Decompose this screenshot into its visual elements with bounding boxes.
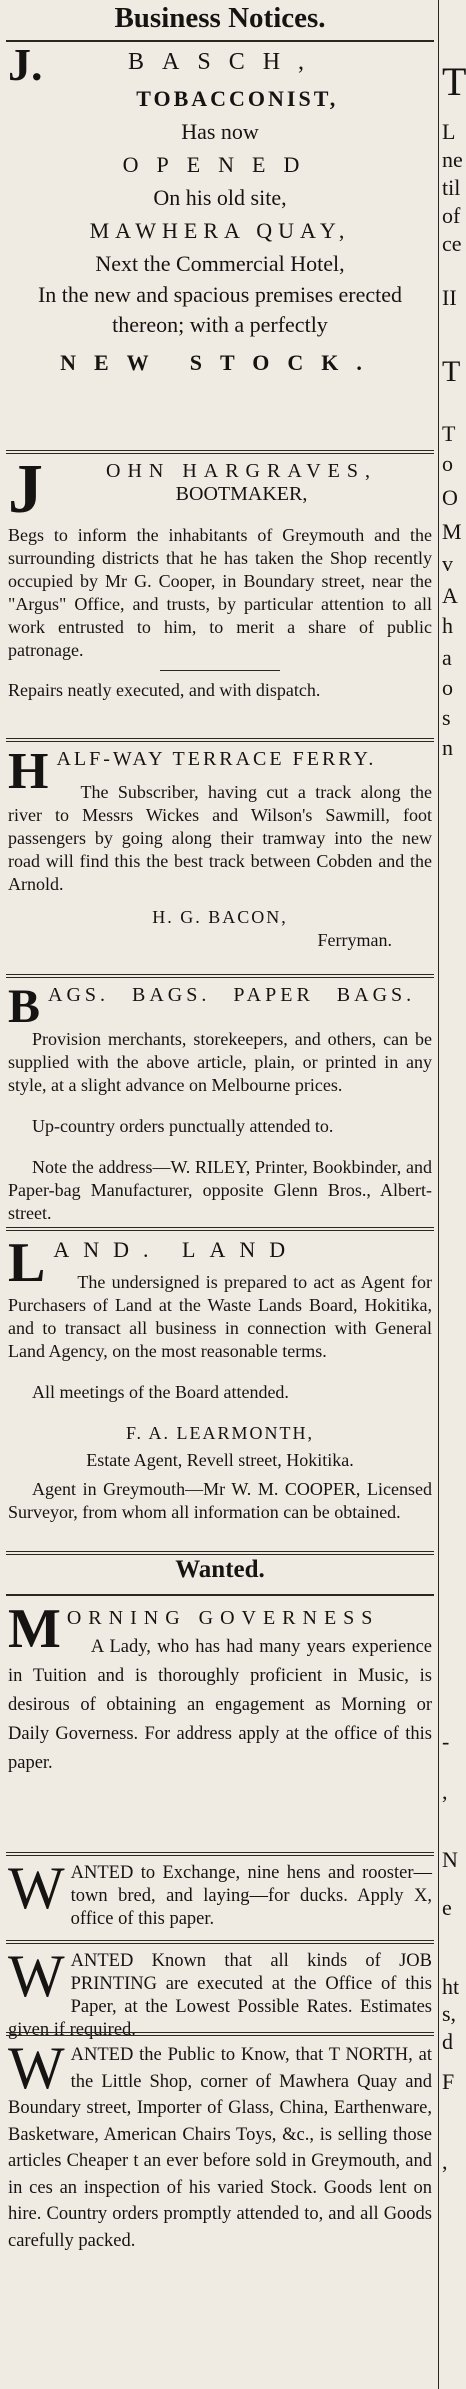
edge-fragment: d — [442, 2029, 453, 2054]
edge-fragment: o — [442, 451, 453, 476]
edge-fragment: F — [442, 2069, 455, 2094]
land-advert — [8, 1232, 432, 1524]
basch-advert — [8, 39, 432, 379]
edge-fragment: - — [442, 1729, 450, 1754]
edge-fragment: T — [442, 421, 456, 446]
advert-name: BASCH, — [128, 49, 323, 75]
edge-fragment: II — [442, 285, 457, 310]
edge-fragment: A — [442, 583, 458, 608]
exchange-advert — [8, 1855, 432, 1931]
advert-line: OPENED — [122, 152, 318, 177]
drop-cap: J. — [8, 39, 43, 90]
advert-line: NEW STOCK. — [60, 350, 380, 375]
rule — [6, 974, 434, 978]
north-advert — [8, 2035, 432, 2254]
wanted-heading: Wanted. — [175, 1556, 265, 1583]
small-rule — [160, 670, 280, 671]
rule — [6, 2032, 434, 2036]
advert-agent: Agent in Greymouth—Mr W. M. COOPER, Licensed Surveyor, from whom all information can be obtained. — [8, 1479, 432, 1522]
drop-cap: W — [8, 2035, 65, 2101]
edge-fragment: s, — [442, 2001, 457, 2026]
business-notices-heading: Business Notices. — [114, 2, 326, 34]
edge-fragment: n — [442, 735, 453, 760]
advert-body: Begs to inform the inhabitants of Greymouth and the surrounding districts that he has taken the Shop recently occupied by Mr G. Cooper, in Boundary street, near the "Argus" Office, and trusts, by particular attention to all work entrusted to him, to merit a share of public patronage. — [8, 525, 432, 660]
rule — [6, 40, 434, 42]
drop-cap: M — [8, 1598, 61, 1660]
rule — [6, 738, 434, 742]
advert-line: In the new and spacious premises erected thereon; with a perfectly — [37, 282, 403, 337]
rule — [6, 450, 434, 454]
advert-line: MAWHERA QUAY, — [89, 218, 351, 243]
advert-signature: F. A. LEARMONTH, — [125, 1423, 315, 1443]
edge-fragment: N — [442, 1847, 458, 1872]
advert-body: ANTED the Public to Know, that T NORTH, at the Little Shop, corner of Mawhera Quay and Boundary street, Importer of Glass, China, Earthenware, Basketware, American Chairs Toys, &c., is selling those articles Cheaper t an ever before sold in Greymouth, and in ces an inspection of his varied Stock. Goods lent on hire. Country orders promptly attended to, and all Goods carefully packed. — [8, 2045, 432, 2251]
rule — [6, 1594, 434, 1596]
advert-role: Estate Agent, Revell street, Hokitika. — [86, 1450, 354, 1470]
advert-line: All meetings of the Board attended. — [32, 1382, 289, 1402]
hargraves-advert — [8, 451, 432, 702]
advert-line: Has now — [181, 119, 259, 144]
edge-fragment: s — [442, 705, 451, 730]
drop-cap: J — [8, 451, 43, 528]
edge-fragment: T — [442, 59, 466, 104]
advert-line: Note the address—W. RILEY, Printer, Bookbinder, and Paper-bag Manufacturer, opposite Glenn Bros., Albert-street. — [8, 1157, 432, 1223]
edge-fragment: ce — [442, 231, 462, 256]
edge-fragment: ht — [442, 1974, 460, 1999]
edge-fragment: L — [442, 119, 456, 144]
drop-cap: H — [8, 743, 49, 800]
advert-body: ANTED Known that all kinds of JOB PRINTING are executed at the Office of this Paper, at the Lowest Possible Rates. Estimates given if required. — [8, 1951, 432, 2040]
advert-body: The undersigned is prepared to act as Agent for Purchasers of Land at the Waste Lands Board, Hokitika, and to transact all business in connection with General Land Agency, on the most reasonable terms. — [8, 1272, 432, 1361]
edge-fragment: o — [442, 675, 453, 700]
adjacent-column-fragment — [440, 0, 466, 2389]
edge-fragment: ne — [442, 147, 463, 172]
drop-cap: L — [8, 1232, 46, 1294]
governess-advert — [8, 1598, 432, 1778]
edge-fragment: v — [442, 551, 453, 576]
advert-signature: H. G. BACON, — [152, 907, 288, 927]
rule — [6, 1852, 434, 1856]
edge-fragment: h — [442, 613, 453, 638]
edge-fragment: T — [442, 355, 461, 388]
edge-fragment: , — [442, 1779, 448, 1804]
advert-title: ALF-WAY TERRACE FERRY. — [56, 748, 377, 770]
edge-fragment: , — [442, 2149, 448, 2174]
advert-title: AGS. BAGS. PAPER BAGS. — [48, 984, 416, 1006]
rule — [6, 1227, 434, 1231]
rule — [6, 1551, 434, 1555]
edge-fragment: of — [442, 203, 461, 228]
advert-body: The Subscriber, having cut a track along the river to Messrs Wickes and Wilson's Sawmill, foot passengers by going along their tramway into the new road will find this the best track between Cobden and the Arnold. — [8, 782, 432, 894]
advert-title: ORNING GOVERNESS — [66, 1607, 380, 1629]
advert-line: Next the Commercial Hotel, — [95, 251, 345, 276]
edge-fragment: e — [442, 1895, 452, 1920]
edge-fragment: M — [442, 519, 462, 544]
edge-fragment: O — [442, 485, 458, 510]
drop-cap: W — [8, 1855, 65, 1921]
drop-cap: B — [8, 980, 41, 1033]
edge-fragment: a — [442, 645, 452, 670]
advert-line: TOBACCONIST, — [136, 86, 339, 111]
job-printing-advert — [8, 1943, 432, 2042]
edge-fragment: til — [442, 175, 461, 200]
advert-title: AND. LAND — [53, 1237, 300, 1262]
bags-advert — [8, 980, 432, 1225]
advert-line: Up-country orders punctually attended to. — [32, 1116, 334, 1136]
advert-role: Ferryman. — [317, 930, 392, 950]
advert-line: On his old site, — [153, 185, 287, 210]
advert-body: A Lady, who has had many years experience in Tuition and is thoroughly proficient in Music, is desirous of obtaining an engagement as Morning or Daily Governess. For address apply at the office of this paper. — [8, 1637, 432, 1773]
ferry-advert — [8, 743, 432, 952]
advert-footer: Repairs neatly executed, and with dispatch. — [8, 680, 321, 700]
drop-cap: W — [8, 1943, 65, 2009]
rule — [6, 1940, 434, 1944]
advert-body: Provision merchants, storekeepers, and others, can be supplied with the above article, plain, or printed in any style, at a slight advance on Melbourne prices. — [8, 1029, 432, 1095]
advert-title: OHN HARGRAVES, — [106, 460, 377, 482]
advert-body: ANTED to Exchange, nine hens and rooster—town bred, and laying—for ducks. Apply X, office of this paper. — [70, 1863, 432, 1929]
advert-subtitle: BOOTMAKER, — [175, 483, 308, 505]
